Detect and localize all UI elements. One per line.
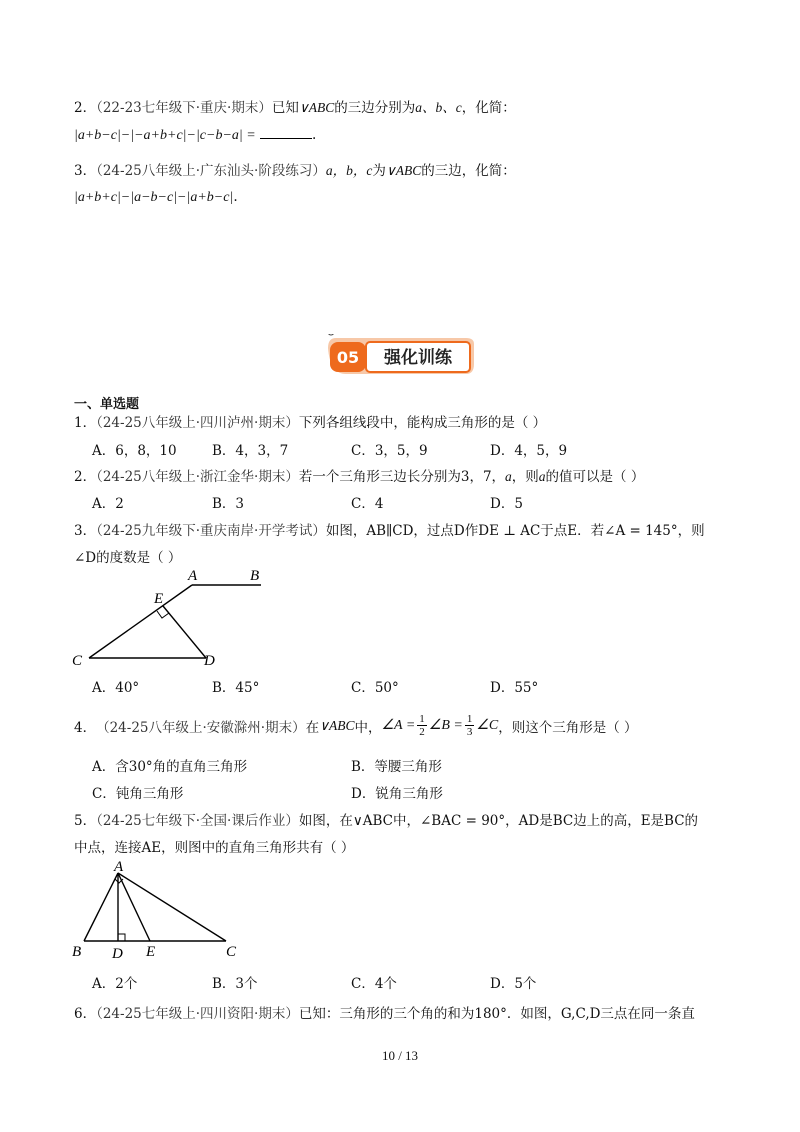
- q5-label-e: E: [146, 944, 156, 960]
- q4-fraction-1: $\frac{1}{2}$: [419, 713, 425, 738]
- q3-label-b: B: [250, 568, 260, 584]
- q6-stem-line1: 6．（24-25七年级上·四川资阳·期末）已知：三角形的三个角的和为180°．如图，G,C,D三点在同一条直: [74, 1006, 695, 1022]
- q5-option-c[interactable]: C．4个: [351, 976, 397, 992]
- q2-option-b[interactable]: B．3: [212, 496, 245, 512]
- q3-option-c[interactable]: C．50°: [351, 680, 399, 696]
- q3-label-d: D: [204, 653, 215, 669]
- top-q3-expression: |a+b+c|−|a−b−c|−|a+b−c|.: [74, 189, 238, 205]
- q2-option-d[interactable]: D．5: [490, 496, 523, 512]
- q5-stem-line2: 中点，连接AE，则图中的直角三角形共有（ ）: [74, 840, 355, 856]
- q4-stem: 4． （24-25八年级上·安徽滁州·期末） 在 ∨ABC 中， ∠A = $\frac{1}{2}$ ∠B = $\frac{1}{3}$ ∠C ，则这个三角形是（ ）: [74, 713, 638, 738]
- q4-option-a[interactable]: A．含30°角的直角三角形: [92, 759, 248, 775]
- banner-title: 强化训练: [384, 348, 452, 368]
- banner-number: 05: [336, 348, 360, 367]
- q1-stem: 1．（24-25八年级上·四川泸州·期末）下列各组线段中，能构成三角形的是（ ）: [74, 415, 547, 431]
- q3-figure: [66, 565, 276, 675]
- top-q2-line1: 2．（22-23七年级下·重庆·期末）已知∨ABC的三边分别为a、b、c，化简：: [74, 100, 516, 116]
- q5-label-a: A: [114, 859, 124, 875]
- q5-label-c: C: [226, 944, 237, 960]
- q2-option-c[interactable]: C．4: [351, 496, 384, 512]
- q3-stem-line2: ∠D的度数是（ ）: [74, 550, 182, 566]
- q1-option-a[interactable]: A．6，8，10: [92, 443, 177, 459]
- q5-option-b[interactable]: B．3个: [212, 976, 258, 992]
- q1-option-b[interactable]: B．4，3，7: [212, 443, 289, 459]
- top-q2-expression: |a+b−c|−|−a+b+c|−|c−b−a| = .: [74, 127, 317, 143]
- banner-graphic: [326, 334, 476, 378]
- q3-label-c: C: [72, 653, 83, 669]
- q1-option-d[interactable]: D．4，5，9: [490, 443, 568, 459]
- section-banner: [326, 334, 476, 378]
- q3-option-d[interactable]: D．55°: [490, 680, 539, 696]
- q4-option-d[interactable]: D．锐角三角形: [351, 786, 443, 802]
- q4-fraction-2: $\frac{1}{3}$: [466, 713, 473, 738]
- top-q3-line1: 3．（24-25八年级上·广东汕头·阶段练习）a，b，c为∨ABC的三边，化简：: [74, 163, 516, 179]
- q2-option-a[interactable]: A．2: [92, 496, 124, 512]
- q5-stem-line1: 5．（24-25七年级下·全国·课后作业）如图，在∨ABC中，∠BAC = 90°，AD是BC边上的高，E是BC的: [74, 813, 699, 829]
- q3-label-e: E: [154, 591, 164, 607]
- q5-label-b: B: [72, 944, 82, 960]
- q3-label-a: A: [188, 568, 198, 584]
- q3-option-a[interactable]: A．40°: [92, 680, 140, 696]
- q1-option-c[interactable]: C．3，5，9: [351, 443, 428, 459]
- answer-blank[interactable]: [260, 126, 312, 139]
- q5-option-d[interactable]: D．5个: [490, 976, 537, 992]
- q4-option-b[interactable]: B．等腰三角形: [351, 759, 442, 775]
- q5-label-d: D: [112, 946, 123, 962]
- q3-option-b[interactable]: B．45°: [212, 680, 260, 696]
- q5-figure: [66, 858, 256, 963]
- q5-option-a[interactable]: A．2个: [92, 976, 138, 992]
- page-number: 10 / 13: [381, 1048, 419, 1063]
- q2-stem: 2．（24-25八年级上·浙江金华·期末）若一个三角形三边长分别为3，7，a，则a的值可以是（ ）: [74, 469, 645, 485]
- q4-option-c[interactable]: C．钝角三角形: [92, 786, 184, 802]
- section-title: 一、单选题: [74, 397, 140, 412]
- q3-stem-line1: 3．（24-25九年级下·重庆南岸·开学考试）如图，AB∥CD，过点D作DE ⊥ AC于点E．若∠A = 145°，则: [74, 523, 705, 539]
